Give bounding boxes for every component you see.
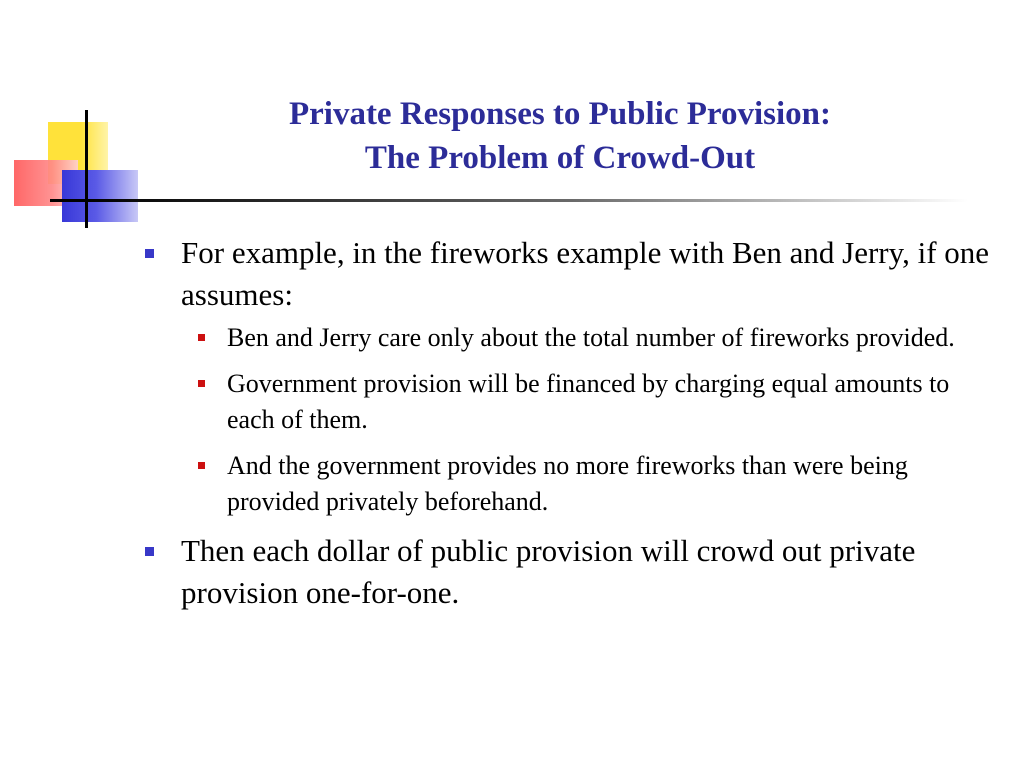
sub-bullet-item [140, 320, 1000, 356]
slide-title-line-2: The Problem of Crowd-Out [364, 140, 756, 176]
small-square-bullet-icon [198, 462, 205, 469]
logo-horizontal-line [50, 199, 90, 202]
sub-bullet-text: Ben and Jerry care only about the total number of fireworks provided. [227, 323, 955, 352]
sub-bullet-text: Government provision will be financed by charging equal amounts to each of them. [227, 369, 950, 434]
small-square-bullet-icon [198, 334, 205, 341]
sub-bullet-text: And the government provides no more fireworks than were being provided privately beforehand. [227, 451, 908, 516]
bullet-item [140, 530, 1000, 614]
small-square-bullet-icon [198, 380, 205, 387]
title-divider [88, 199, 968, 202]
bullet-item [140, 232, 1000, 316]
slide-title [160, 92, 960, 180]
slide-body [140, 232, 1000, 618]
logo-blue-square [62, 170, 138, 222]
bullet-text: Then each dollar of public provision will crowd out private provision one-for-one. [181, 533, 916, 610]
logo-vertical-line [85, 110, 88, 228]
sub-bullet-item [140, 366, 1000, 438]
sub-bullet-list [140, 320, 1000, 520]
square-bullet-icon [145, 249, 154, 258]
sub-bullet-item [140, 448, 1000, 520]
bullet-text: For example, in the fireworks example with Ben and Jerry, if one assumes: [181, 235, 990, 312]
slide-title-line-1: Private Responses to Public Provision: [288, 96, 832, 132]
square-bullet-icon [145, 547, 154, 556]
